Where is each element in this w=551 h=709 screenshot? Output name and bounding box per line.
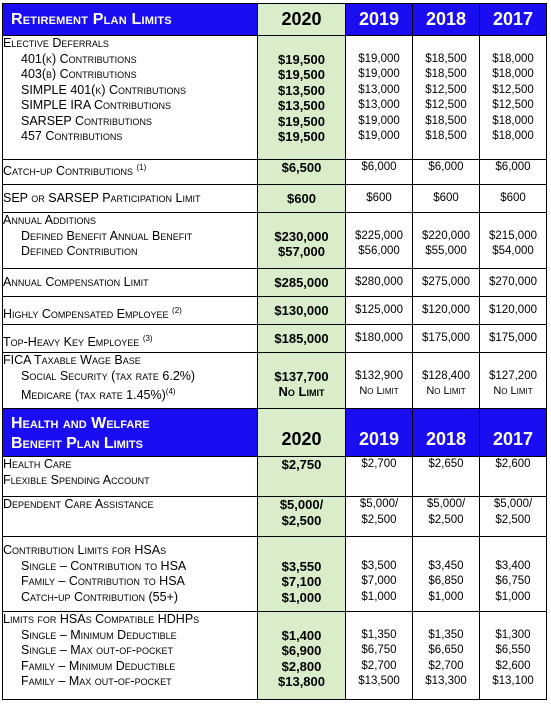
value-2018: $18,500: [425, 52, 467, 65]
value-2017: $6,550: [495, 644, 531, 656]
value-2020: $13,800: [278, 674, 325, 689]
row-label: Family – Minimum Deductible: [21, 658, 176, 673]
hsa-contributions-row: [3, 537, 547, 612]
value-2018: $220,000: [422, 229, 470, 242]
year-2019-header: 2019: [346, 409, 413, 457]
value-2018: No Limit: [426, 385, 466, 397]
value-2018: $6,650: [428, 644, 464, 656]
year-2020-header: 2020: [258, 4, 346, 36]
year-2018-header: 2018: [413, 409, 480, 457]
value-2018: $275,000: [413, 269, 480, 297]
health-header-row: [3, 409, 547, 457]
value-2020: $2,750: [258, 457, 346, 497]
value-2018: $18,500: [425, 114, 467, 127]
value-2020: $6,500: [258, 160, 346, 185]
sep-label: SEP or SARSEP Participation Limit: [3, 185, 258, 213]
value-2020: $19,500: [278, 129, 325, 144]
value-2020: $5,000/: [279, 497, 324, 512]
value-2017: $215,000: [489, 229, 537, 242]
hdhp-row: [3, 612, 547, 700]
value-2020: $19,500: [278, 51, 325, 67]
elective-deferrals-row: [3, 36, 547, 160]
value-2020: $19,500: [278, 113, 325, 129]
dependent-care-row: [3, 497, 547, 537]
row-label: Defined Benefit Annual Benefit: [21, 228, 193, 243]
value-2018: $18,500: [425, 68, 467, 80]
value-2019: $3,500: [361, 559, 397, 572]
compensation-row: [3, 269, 547, 297]
value-2020: $600: [258, 185, 346, 213]
value-2018: $2,650: [413, 457, 480, 497]
row-label: Single – Max out-of-pocket: [21, 643, 173, 657]
key-employee-label: Top-Heavy Key Employee: [3, 335, 140, 350]
value-2017: $1,300: [495, 628, 531, 641]
value-2020: $1,000: [281, 589, 322, 605]
value-2019: $7,000: [361, 575, 397, 587]
value-2019: $225,000: [355, 229, 403, 242]
value-2019: $5,000/: [359, 498, 399, 510]
hce-label: Highly Compensated Employee: [3, 307, 169, 322]
value-2019: $125,000: [346, 297, 413, 325]
value-2019: $2,700: [361, 659, 397, 672]
value-2017: $600: [480, 185, 547, 213]
value-2020: $130,000: [258, 297, 346, 325]
annual-additions-row: [3, 213, 547, 269]
value-2020: $13,500: [278, 98, 325, 113]
year-2018-header: 2018: [413, 4, 480, 36]
value-2019: $56,000: [358, 245, 400, 257]
value-2017: $2,600: [480, 457, 547, 497]
value-2019: $19,000: [358, 130, 400, 142]
value-2020: $57,000: [278, 244, 325, 259]
value-2019: $600: [346, 185, 413, 213]
value-2018: $12,500: [425, 99, 467, 111]
plan-limits-table: [2, 3, 547, 700]
row-label: Catch-up Contribution (55+): [21, 589, 179, 604]
row-label: Family – Contribution to HSA: [21, 574, 185, 588]
value-2018: $5,000/: [426, 498, 466, 510]
value-2017: $18,000: [492, 114, 534, 127]
retirement-title: Retirement Plan Limits: [3, 4, 258, 36]
value-2017: $12,500: [492, 83, 534, 96]
value-2018: $6,850: [428, 575, 464, 587]
row-label: Medicare (tax rate 1.45%): [21, 388, 166, 403]
key-employee-row: [3, 325, 547, 353]
year-2020-header: 2020: [258, 409, 346, 457]
annual-additions-header: Annual Additions: [3, 213, 96, 227]
value-2019: $13,000: [358, 99, 400, 111]
catch-up-label: Catch-up Contributions: [3, 164, 134, 179]
catch-up-row: [3, 160, 547, 185]
value-2020: $185,000: [258, 325, 346, 353]
row-label: SARSEP Contributions: [21, 113, 152, 128]
value-2018: $175,000: [413, 325, 480, 353]
value-2019: $2,500: [361, 513, 397, 526]
value-2019: $180,000: [346, 325, 413, 353]
value-2017: $2,600: [495, 659, 531, 672]
hdhp-header: Limits for HSAs Compatible HDHPs: [3, 612, 200, 626]
footnote-marker: (1): [136, 163, 147, 172]
value-2017: $18,000: [492, 52, 534, 65]
value-2019: $1,350: [361, 628, 397, 641]
value-2017: $127,200: [489, 369, 537, 382]
value-2019: No Limit: [359, 385, 399, 397]
value-2017: $270,000: [480, 269, 547, 297]
row-label: SIMPLE IRA Contributions: [21, 98, 171, 112]
value-2018: $600: [413, 185, 480, 213]
hsa-contributions-header: Contribution Limits for HSAs: [3, 543, 167, 557]
row-label: 457 Contributions: [21, 129, 123, 143]
value-2017: $2,500: [495, 513, 531, 526]
value-2019: $280,000: [346, 269, 413, 297]
sep-row: [3, 185, 547, 213]
fsa-label-line2: Flexible Spending Account: [3, 472, 150, 487]
value-2017: No Limit: [493, 385, 533, 397]
value-2019: $6,750: [361, 644, 397, 656]
value-2017: $13,100: [492, 675, 534, 687]
value-2017: $5,000/: [493, 498, 533, 510]
value-2020: $137,700: [274, 368, 329, 384]
value-2018: $6,000: [413, 160, 480, 185]
value-2019: $19,000: [358, 68, 400, 80]
row-label: Family – Max out-of-pocket: [21, 674, 172, 688]
value-2017: $18,000: [492, 68, 534, 80]
footnote-marker: (2): [172, 306, 182, 315]
value-2020: $19,500: [278, 67, 325, 82]
hce-row: [3, 297, 547, 325]
year-2017-header: 2017: [480, 4, 547, 36]
value-2019: $13,000: [358, 83, 400, 96]
value-2018: $2,500: [428, 513, 464, 526]
value-2018: $120,000: [413, 297, 480, 325]
value-2019: $19,000: [358, 114, 400, 127]
value-2019: $6,000: [346, 160, 413, 185]
value-2020: $1,400: [281, 627, 322, 643]
footnote-marker: (3): [142, 334, 153, 343]
value-2019: $13,500: [358, 675, 400, 687]
compensation-label: Annual Compensation Limit: [3, 269, 258, 297]
value-2018: $3,450: [428, 559, 464, 572]
value-2019: $19,000: [358, 52, 400, 65]
value-2018: $55,000: [425, 245, 467, 257]
elective-deferrals-header: Elective Deferrals: [3, 36, 109, 50]
value-2020: $2,500: [281, 512, 322, 528]
row-label: 401(k) Contributions: [21, 51, 137, 66]
year-2019-header: 2019: [346, 4, 413, 36]
value-2017: $18,000: [492, 130, 534, 142]
retirement-header-row: [3, 4, 547, 36]
footnote-marker: (4): [165, 387, 176, 396]
value-2019: $2,700: [346, 457, 413, 497]
value-2020: $13,500: [278, 82, 325, 98]
fica-row: [3, 353, 547, 409]
value-2020: $6,900: [281, 643, 322, 658]
health-title-line1: Health and Welfare: [11, 414, 150, 432]
year-2017-header: 2017: [480, 409, 547, 457]
fica-header: FICA Taxable Wage Base: [3, 353, 141, 367]
row-label: Single – Contribution to HSA: [21, 558, 187, 573]
row-label: SIMPLE 401(k) Contributions: [21, 82, 187, 97]
value-2017: $3,400: [495, 559, 531, 572]
value-2017: $54,000: [492, 245, 534, 257]
value-2018: $13,300: [425, 675, 467, 687]
value-2019: $132,900: [355, 369, 403, 382]
value-2020: No Limit: [278, 384, 325, 399]
row-label: Social Security (tax rate 6.2%): [21, 368, 196, 383]
value-2018: $2,700: [428, 659, 464, 672]
value-2017: $6,750: [495, 575, 531, 587]
value-2018: $128,400: [422, 369, 470, 382]
value-2017: $120,000: [480, 297, 547, 325]
dependent-care-label: Dependent Care Assistance: [3, 497, 258, 537]
row-label: Single – Minimum Deductible: [21, 627, 177, 642]
value-2020: $230,000: [274, 228, 329, 244]
value-2019: $1,000: [361, 590, 397, 603]
value-2017: $12,500: [492, 99, 534, 111]
value-2018: $18,500: [425, 130, 467, 142]
fsa-label-line1: Health Care: [3, 457, 72, 471]
value-2017: $175,000: [480, 325, 547, 353]
health-title-line2: Benefit Plan Limits: [11, 434, 143, 452]
value-2017: $1,000: [495, 590, 531, 603]
value-2020: $2,800: [281, 658, 322, 674]
value-2017: $6,000: [480, 160, 547, 185]
value-2020: $3,550: [281, 558, 322, 574]
row-label: 403(b) Contributions: [21, 67, 137, 81]
value-2020: $7,100: [281, 574, 322, 589]
fsa-row: [3, 457, 547, 497]
value-2018: $12,500: [425, 83, 467, 96]
value-2018: $1,000: [428, 590, 464, 603]
row-label: Defined Contribution: [21, 244, 138, 258]
value-2020: $285,000: [258, 269, 346, 297]
value-2018: $1,350: [428, 628, 464, 641]
